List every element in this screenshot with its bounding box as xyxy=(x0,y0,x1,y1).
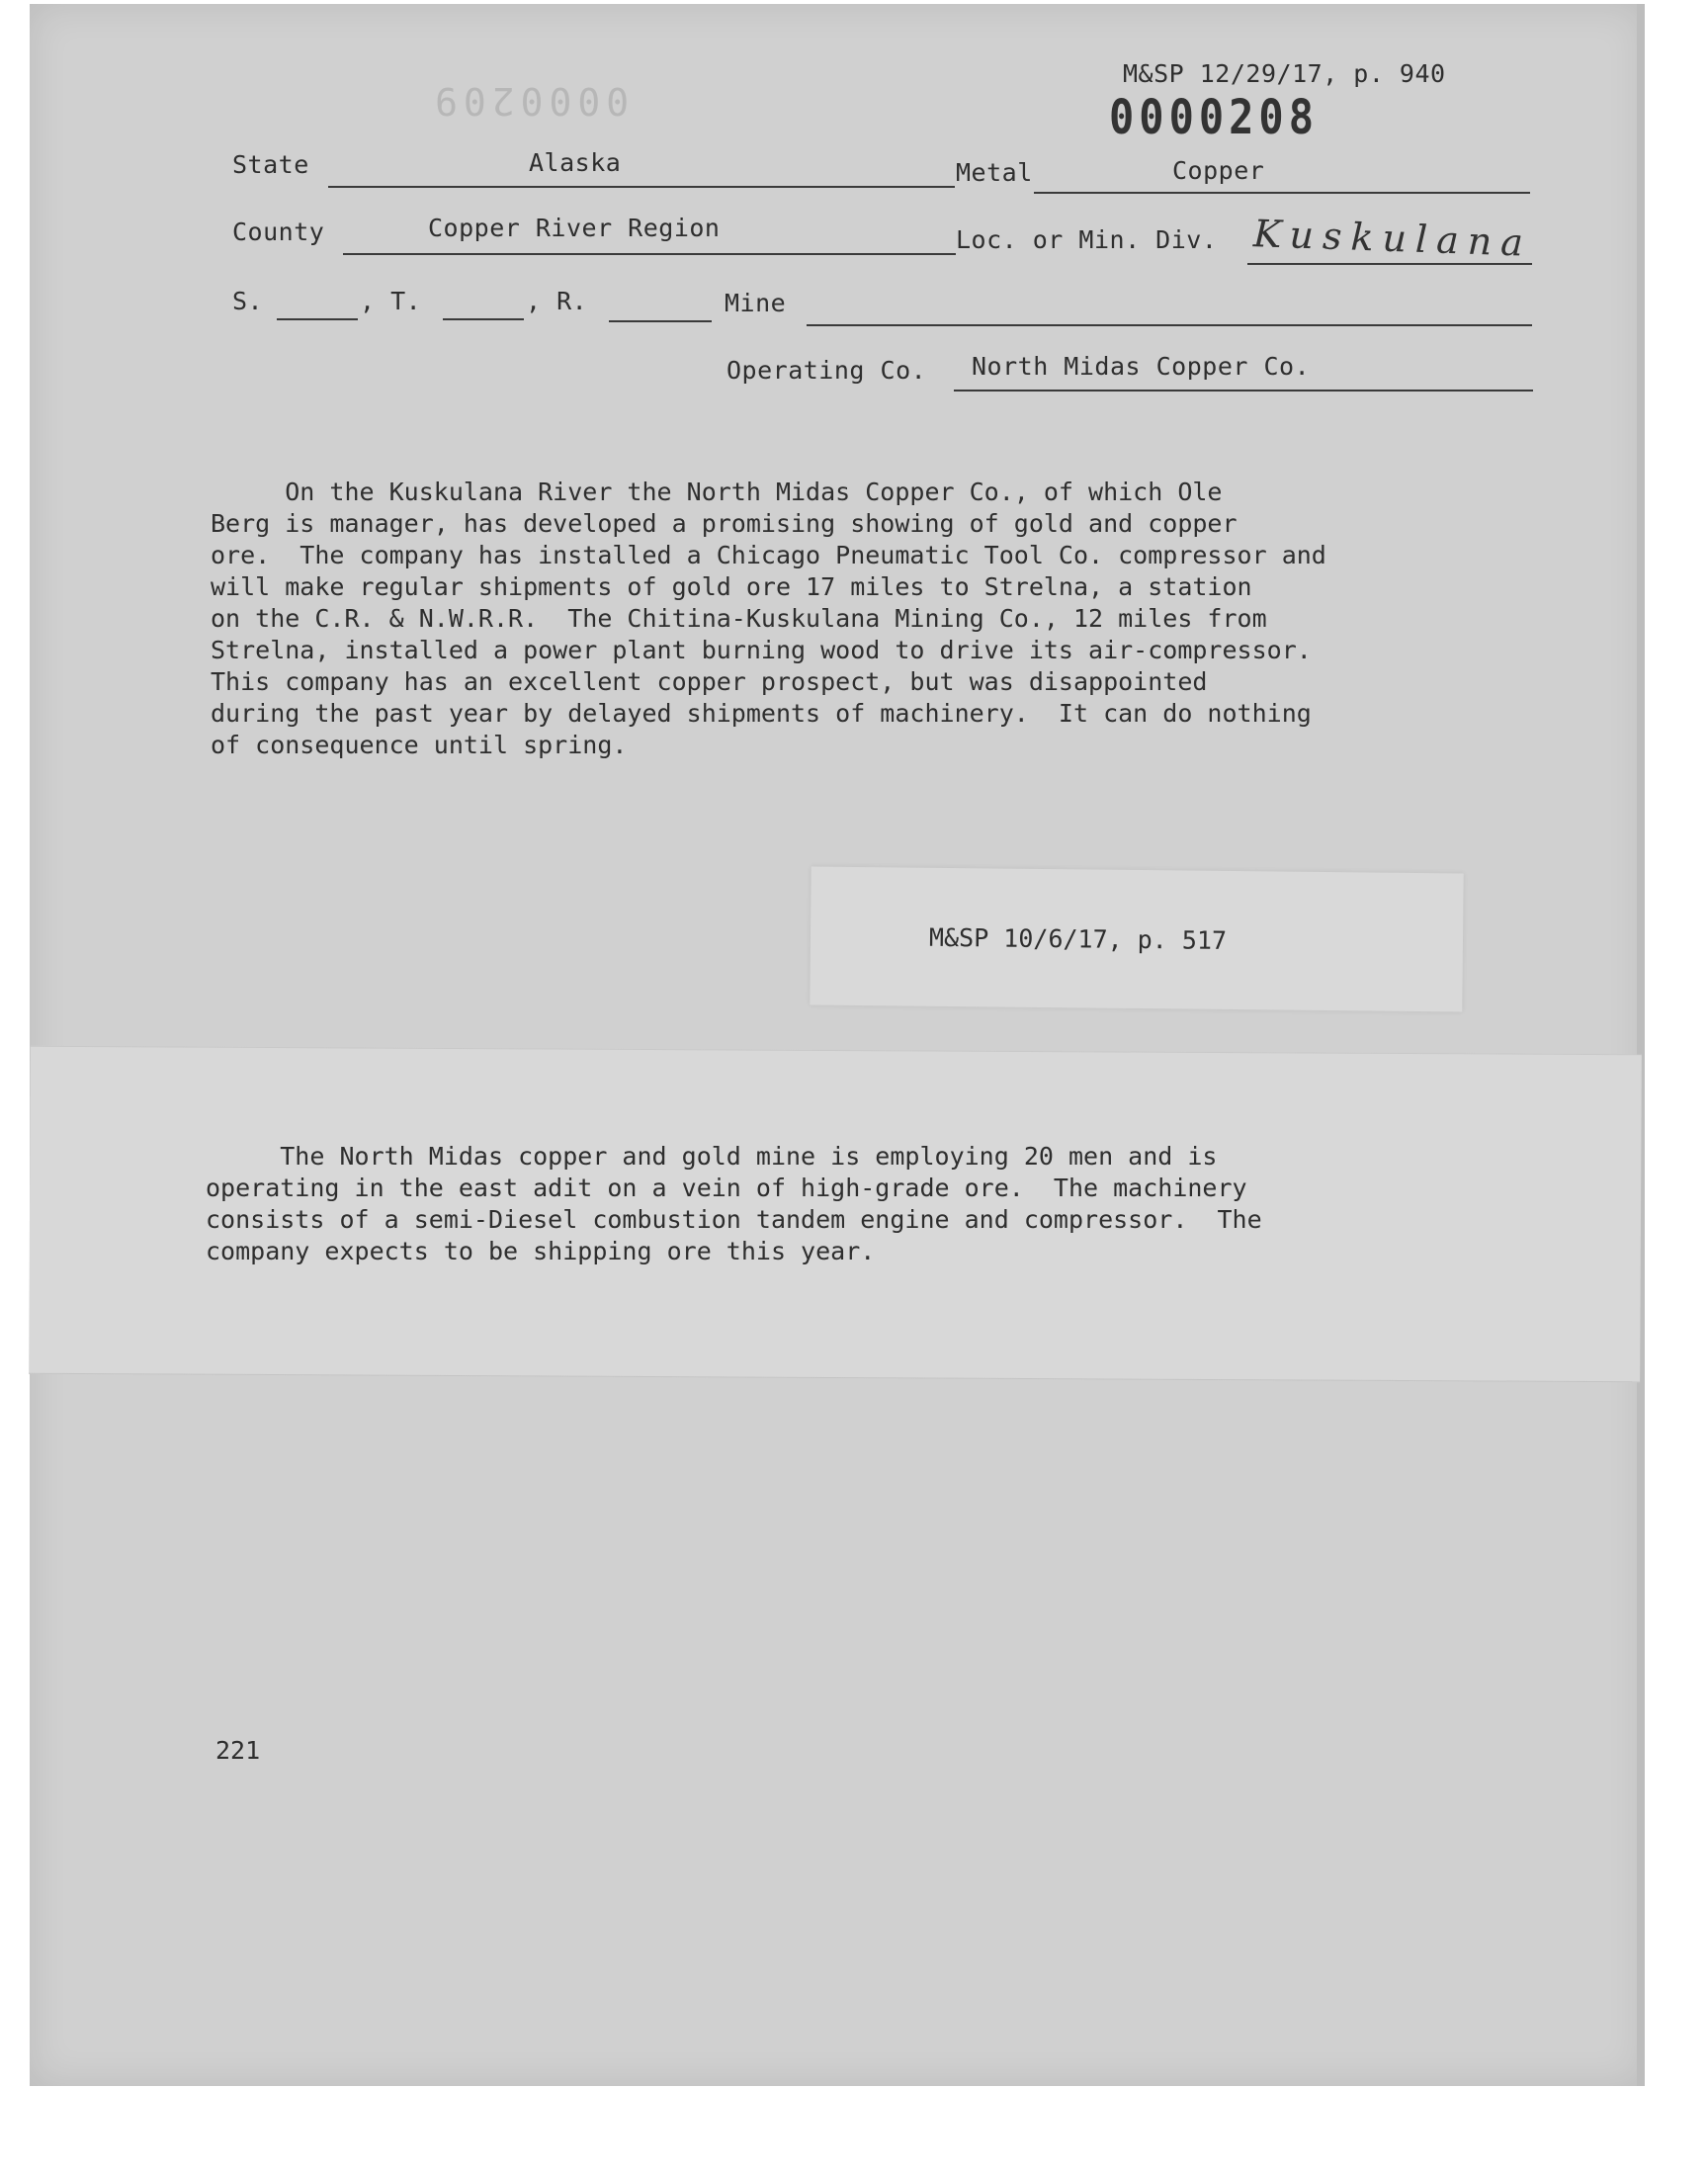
operating-value: North Midas Copper Co. xyxy=(972,352,1311,381)
document-page xyxy=(30,4,1645,2086)
loc-label: Loc. or Min. Div. xyxy=(956,225,1218,254)
body-paragraph-1: On the Kuskulana River the North Midas Copper Co., of which Ole Berg is manager, has developed a promising showing of gold and copper ore. The company has installed a Chicago Pneumatic Tool Co. compressor and will make regular shipments of gold ore 17 miles to Strelna, a station on the C.R. & N.W.R.R. The Chitina-Kuskulana Mining Co., 12 miles from Strelna, installed a power plant burning wood to drive its air-compressor. This company has an excellent copper prospect, but was disappointed during the past year by delayed shipments of machinery. It can do nothing of consequence until spring. xyxy=(211,478,1326,759)
state-line xyxy=(328,186,955,188)
state-label: State xyxy=(232,150,309,179)
state-value: Alaska xyxy=(529,148,622,177)
county-line xyxy=(343,253,956,255)
clipping-reference-slip xyxy=(810,867,1463,1012)
township-label: , T. xyxy=(360,287,422,315)
mine-label: Mine xyxy=(725,289,787,317)
page-edge xyxy=(1637,4,1645,2086)
mine-line xyxy=(807,324,1532,326)
township-line xyxy=(443,318,524,320)
body-paragraph-2: The North Midas copper and gold mine is employing 20 men and is operating in the east adit on a vein of high-grade ore. The machinery consists of a semi-Diesel combustion tandem engine and compressor. The company expects to be shipping ore this year. xyxy=(206,1142,1262,1265)
range-label: , R. xyxy=(526,287,588,315)
page-number: 221 xyxy=(215,1736,261,1765)
county-label: County xyxy=(232,218,325,246)
metal-line xyxy=(1034,192,1530,194)
section-line xyxy=(277,318,358,320)
metal-value: Copper xyxy=(1172,156,1265,185)
operating-label: Operating Co. xyxy=(726,356,927,385)
county-value: Copper River Region xyxy=(428,214,721,242)
clipping-reference: M&SP 10/6/17, p. 517 xyxy=(928,922,1228,955)
reference-citation: M&SP 12/29/17, p. 940 xyxy=(1123,59,1446,88)
operating-line xyxy=(954,390,1533,392)
loc-value-handwritten: Kuskulana xyxy=(1252,212,1533,265)
faint-stamp-number: 0000209 xyxy=(429,79,630,123)
stamp-number: 0000208 xyxy=(1109,89,1320,145)
section-label: S. xyxy=(232,287,264,315)
range-line xyxy=(609,320,712,322)
metal-label: Metal xyxy=(956,158,1033,187)
